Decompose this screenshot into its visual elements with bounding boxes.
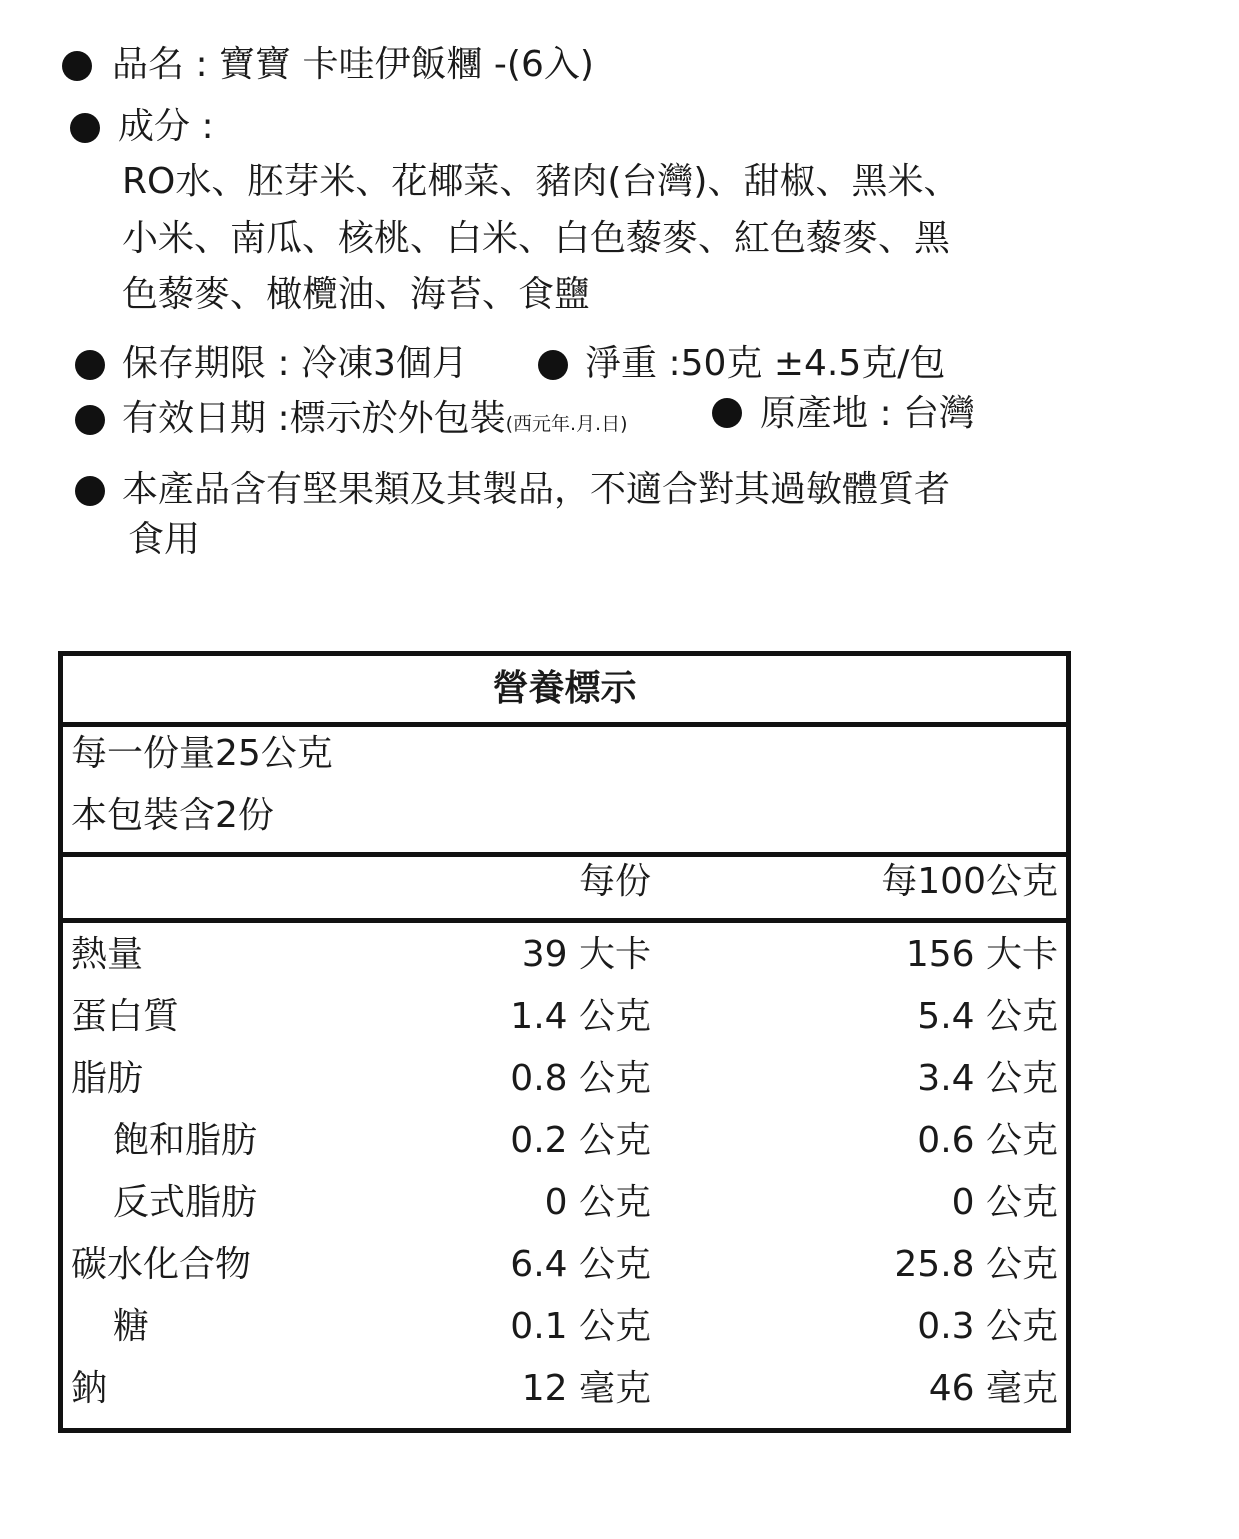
nutrition-title: 營養標示 bbox=[492, 668, 637, 709]
bullet-icon bbox=[712, 398, 742, 428]
nutrient-name: 反式脂肪 bbox=[113, 1182, 258, 1223]
nutrient-name: 蛋白質 bbox=[71, 996, 180, 1037]
bullet-icon bbox=[75, 405, 105, 435]
bullet-icon bbox=[70, 113, 100, 143]
bullet-icon bbox=[75, 476, 105, 506]
nutrient-per-100g: 25.8 公克 bbox=[894, 1244, 1058, 1285]
nutrient-row bbox=[63, 924, 1066, 986]
nutrition-table bbox=[58, 651, 1071, 1433]
nutrient-per-serving: 12 毫克 bbox=[521, 1368, 651, 1409]
shelf-life: 保存期限 : 冷凍3個月 bbox=[122, 343, 468, 384]
nutrient-row bbox=[63, 986, 1066, 1048]
nutrient-name: 脂肪 bbox=[71, 1058, 144, 1099]
nutrient-per-100g: 0 公克 bbox=[951, 1182, 1058, 1223]
nutrient-row bbox=[63, 1358, 1066, 1420]
nutrient-per-serving: 6.4 公克 bbox=[510, 1244, 651, 1285]
divider bbox=[63, 918, 1066, 923]
nutrient-per-serving: 0.2 公克 bbox=[510, 1120, 651, 1161]
serving-size: 每一份量25公克 bbox=[71, 733, 333, 774]
nutrient-name: 碳水化合物 bbox=[71, 1244, 252, 1285]
nutrient-per-100g: 5.4 公克 bbox=[917, 996, 1058, 1037]
column-header-per-100g: 每100公克 bbox=[881, 861, 1058, 902]
divider bbox=[63, 852, 1066, 857]
origin: 原產地 : 台灣 bbox=[760, 393, 976, 434]
nutrient-per-serving: 0.1 公克 bbox=[510, 1306, 651, 1347]
nutrient-per-serving: 39 大卡 bbox=[521, 934, 651, 975]
ingredients-line-2: 小米、南瓜、核桃、白米、白色藜麥、紅色藜麥、黑 bbox=[122, 218, 951, 259]
ingredients-label: 成分 : bbox=[118, 106, 214, 147]
expiry-label: 有效日期 :標示於外包裝 bbox=[122, 398, 506, 439]
nutrient-per-100g: 46 毫克 bbox=[928, 1368, 1058, 1409]
nutrient-per-100g: 3.4 公克 bbox=[917, 1058, 1058, 1099]
nutrient-per-serving: 0 公克 bbox=[544, 1182, 651, 1223]
ingredients-line-3: 色藜麥、橄欖油、海苔、食鹽 bbox=[122, 274, 591, 315]
nutrient-name: 飽和脂肪 bbox=[113, 1120, 258, 1161]
allergen-warning-line-2: 食用 bbox=[128, 519, 201, 560]
nutrient-row bbox=[63, 1234, 1066, 1296]
nutrient-name: 鈉 bbox=[71, 1368, 108, 1409]
allergen-warning-line-1: 本產品含有堅果類及其製品，不適合對其過敏體質者 bbox=[122, 469, 951, 510]
nutrient-per-100g: 0.6 公克 bbox=[917, 1120, 1058, 1161]
bullet-icon bbox=[62, 51, 92, 81]
nutrient-per-100g: 0.3 公克 bbox=[917, 1306, 1058, 1347]
nutrient-per-serving: 0.8 公克 bbox=[510, 1058, 651, 1099]
expiry-date bbox=[122, 397, 627, 446]
nutrient-row bbox=[63, 1110, 1066, 1172]
bullet-icon bbox=[538, 350, 568, 380]
nutrient-per-serving: 1.4 公克 bbox=[510, 996, 651, 1037]
bullet-icon bbox=[75, 350, 105, 380]
nutrient-row bbox=[63, 1172, 1066, 1234]
net-weight: 淨重 :50克 ±4.5克/包 bbox=[585, 343, 946, 384]
nutrient-row bbox=[63, 1048, 1066, 1110]
nutrient-row bbox=[63, 1296, 1066, 1358]
ingredients-line-1: RO水、胚芽米、花椰菜、豬肉(台灣)、甜椒、黑米、 bbox=[122, 161, 960, 202]
servings-per-package: 本包裝含2份 bbox=[71, 795, 274, 836]
nutrient-per-100g: 156 大卡 bbox=[905, 934, 1058, 975]
nutrient-name: 糖 bbox=[113, 1306, 150, 1347]
column-header-per-serving: 每份 bbox=[578, 861, 651, 902]
divider bbox=[63, 722, 1066, 727]
nutrient-name: 熱量 bbox=[71, 934, 144, 975]
expiry-note: (西元年.月.日) bbox=[505, 413, 628, 435]
product-name: 品名 : 寶寶 卡哇伊飯糰 -(6入) bbox=[112, 44, 594, 85]
